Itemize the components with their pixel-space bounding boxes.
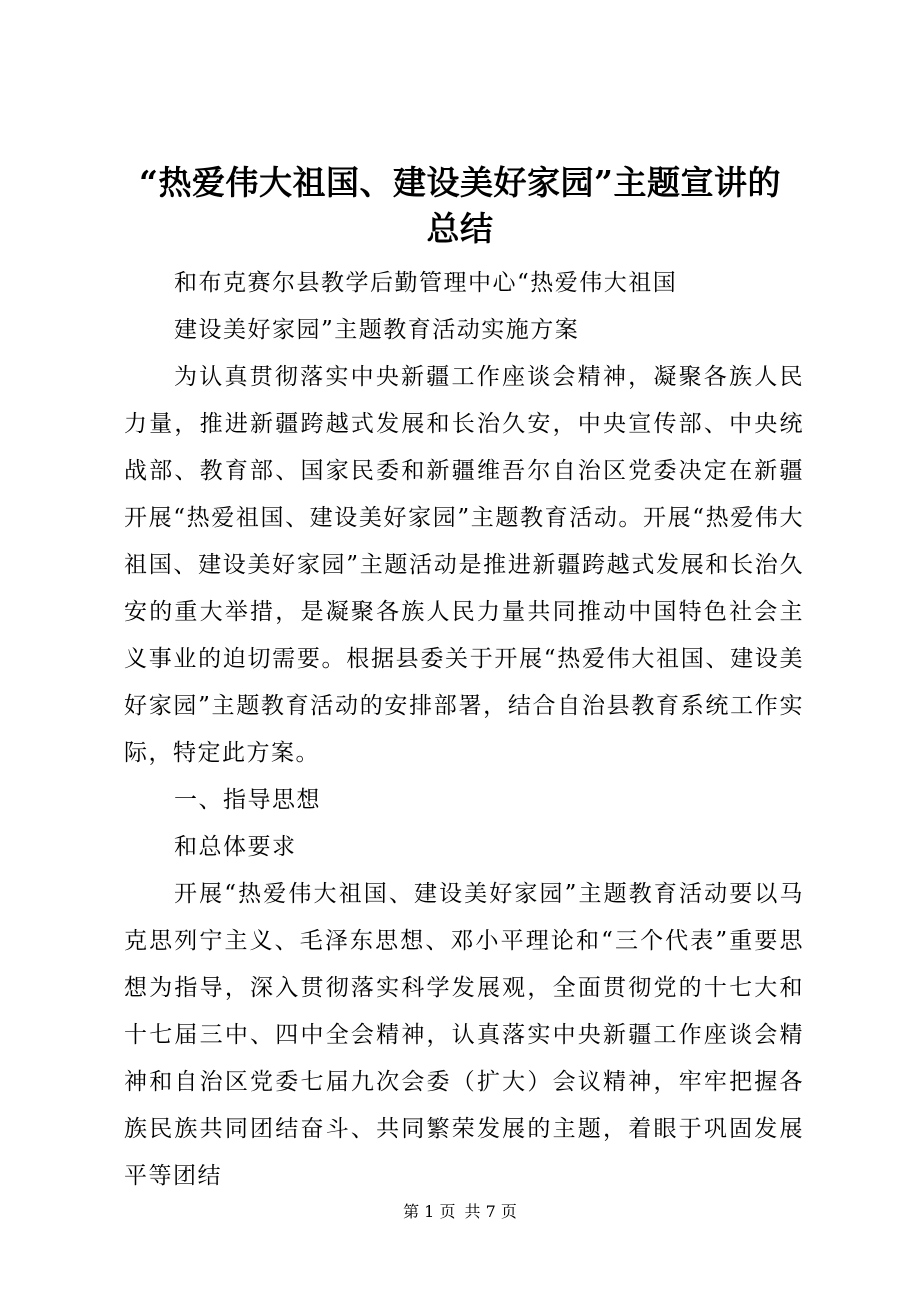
title-line-2: 总结 (426, 209, 494, 248)
intro-paragraph: 为认真贯彻落实中央新疆工作座谈会精神，凝聚各族人民力量，推进新疆跨越式发展和长治久安，中央宣传部、中央统战部、教育部、国家民委和新疆维吾尔自治区党委决定在新疆开展“热爱祖国、建设美好家园”主题教育活动。开展“热爱伟大祖国、建设美好家园”主题活动是推进新疆跨越式发展和长治久安的重大举措，是凝聚各族人民力量共同推动中国特色社会主义事业的迫切需要。根据县委关于开展“热爱伟大祖国、建设美好家园”主题教育活动的安排部署，结合自治县教育系统工作实际，特定此方案。 (124, 364, 804, 766)
subtitle-line-2: 建设美好家园”主题教育活动实施方案 (174, 317, 580, 343)
document-title (0, 160, 920, 252)
section-heading-1-cont: 和总体要求 (174, 834, 297, 860)
title-line-1: “热爱伟大祖国、建设美好家园”主题宣讲的 (139, 163, 781, 202)
page-footer (0, 1200, 920, 1224)
section-heading-1: 一、指导思想 (174, 787, 321, 813)
document-body (124, 260, 804, 1200)
guiding-paragraph: 开展“热爱伟大祖国、建设美好家园”主题教育活动要以马克思列宁主义、毛泽东思想、邓小平理论和“三个代表”重要思想为指导，深入贯彻落实科学发展观，全面贯彻党的十七大和十七届三中、四中全会精神，认真落实中央新疆工作座谈会精神和自治区党委七届九次会委（扩大）会议精神，牢牢把握各族民族共同团结奋斗、共同繁荣发展的主题，着眼于巩固发展平等团结 (124, 881, 804, 1189)
page-number: 第 1 页 (403, 1202, 456, 1221)
page-total: 共 7 页 (464, 1202, 517, 1221)
subtitle-line-1: 和布克赛尔县教学后勤管理中心“热爱伟大祖国 (174, 270, 678, 296)
